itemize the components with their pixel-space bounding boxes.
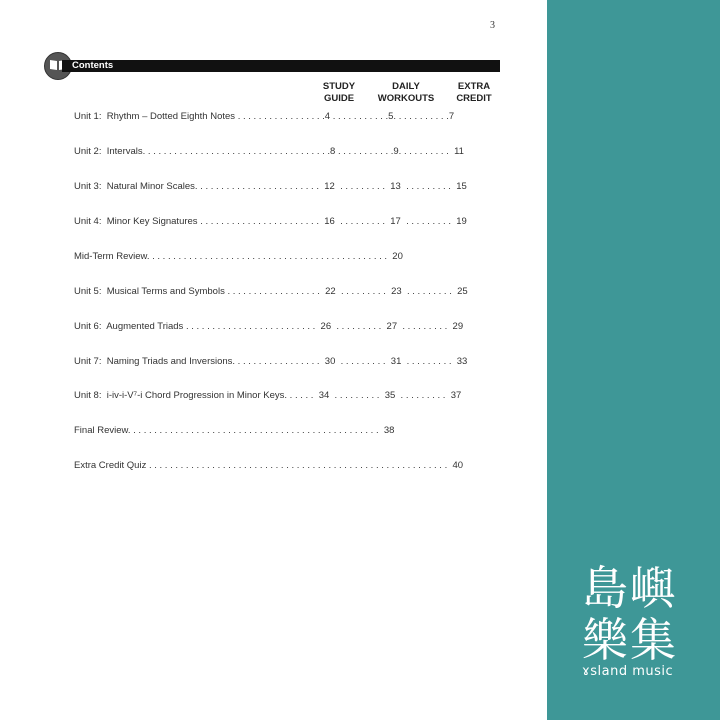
- column-header-line: CREDIT: [456, 93, 492, 104]
- column-header-extra-credit: [452, 81, 496, 105]
- column-header-line: DAILY: [392, 81, 420, 92]
- toc-row-unit-4: Unit 4: Minor Key Signatures . . . . . . . . . . . . . . . . . . . . . . . 16 . . . . . . . . . 17 . . . . . . . . . 19: [74, 216, 467, 227]
- toc-row-extra-credit-quiz: Extra Credit Quiz . . . . . . . . . . . . . . . . . . . . . . . . . . . . . . . . . . . . . . . . . . . . . . . . . . . . . . . . . 40: [74, 460, 464, 471]
- toc-row-unit-1: Unit 1: Rhythm – Dotted Eighth Notes . . . . . . . . . . . . . . . . .4 . . . . . . . . . . .5. . . . . . . . . . .7: [74, 111, 455, 122]
- toc-row-unit-3: Unit 3: Natural Minor Scales. . . . . . . . . . . . . . . . . . . . . . . . 12 . . . . . . . . . 13 . . . . . . . . . 15: [74, 181, 467, 192]
- page-number: 3: [490, 20, 495, 31]
- column-header-daily-workouts: [374, 81, 438, 105]
- toc-row-final-review: Final Review. . . . . . . . . . . . . . . . . . . . . . . . . . . . . . . . . . . . . . . . . . . . . . . . 38: [74, 425, 395, 436]
- toc-row-unit-2: Unit 2: Intervals. . . . . . . . . . . . . . . . . . . . . . . . . . . . . . . . . . . .8 . . . . . . . . . . .9. . . . . . . . . . 11: [74, 146, 464, 157]
- toc-row-unit-8: Unit 8: i-iv-i-V⁷-i Chord Progression in Minor Keys. . . . . . 34 . . . . . . . . . 35 . . . . . . . . . 37: [74, 390, 462, 401]
- toc-row-unit-5: Unit 5: Musical Terms and Symbols . . . . . . . . . . . . . . . . . . 22 . . . . . . . . . 23 . . . . . . . . . 25: [74, 286, 468, 297]
- logo-cjk-line-1: 島嶼: [582, 561, 678, 615]
- column-header-line: EXTRA: [457, 81, 491, 92]
- contents-title: Contents: [72, 60, 114, 71]
- toc-row-unit-7: Unit 7: Naming Triads and Inversions. . . . . . . . . . . . . . . . . 30 . . . . . . . . . 31 . . . . . . . . . 33: [74, 356, 468, 367]
- column-header-study-guide: [316, 81, 362, 105]
- toc-row-mid-term-review: Mid-Term Review. . . . . . . . . . . . . . . . . . . . . . . . . . . . . . . . . . . . . . . . . . . . . . 20: [74, 251, 403, 262]
- logo-latin-text: ɤsland music: [582, 664, 674, 679]
- column-header-line: GUIDE: [323, 93, 355, 104]
- column-header-line: WORKOUTS: [377, 93, 435, 104]
- contents-header-bar: [62, 60, 500, 72]
- column-header-line: STUDY: [322, 81, 356, 92]
- logo-cjk-line-2: 樂集: [582, 613, 678, 667]
- toc-row-unit-6: Unit 6: Augmented Triads . . . . . . . . . . . . . . . . . . . . . . . . . 26 . . . . . . . . . 27 . . . . . . . . . 29: [74, 321, 464, 332]
- island-music-logo: [582, 562, 692, 679]
